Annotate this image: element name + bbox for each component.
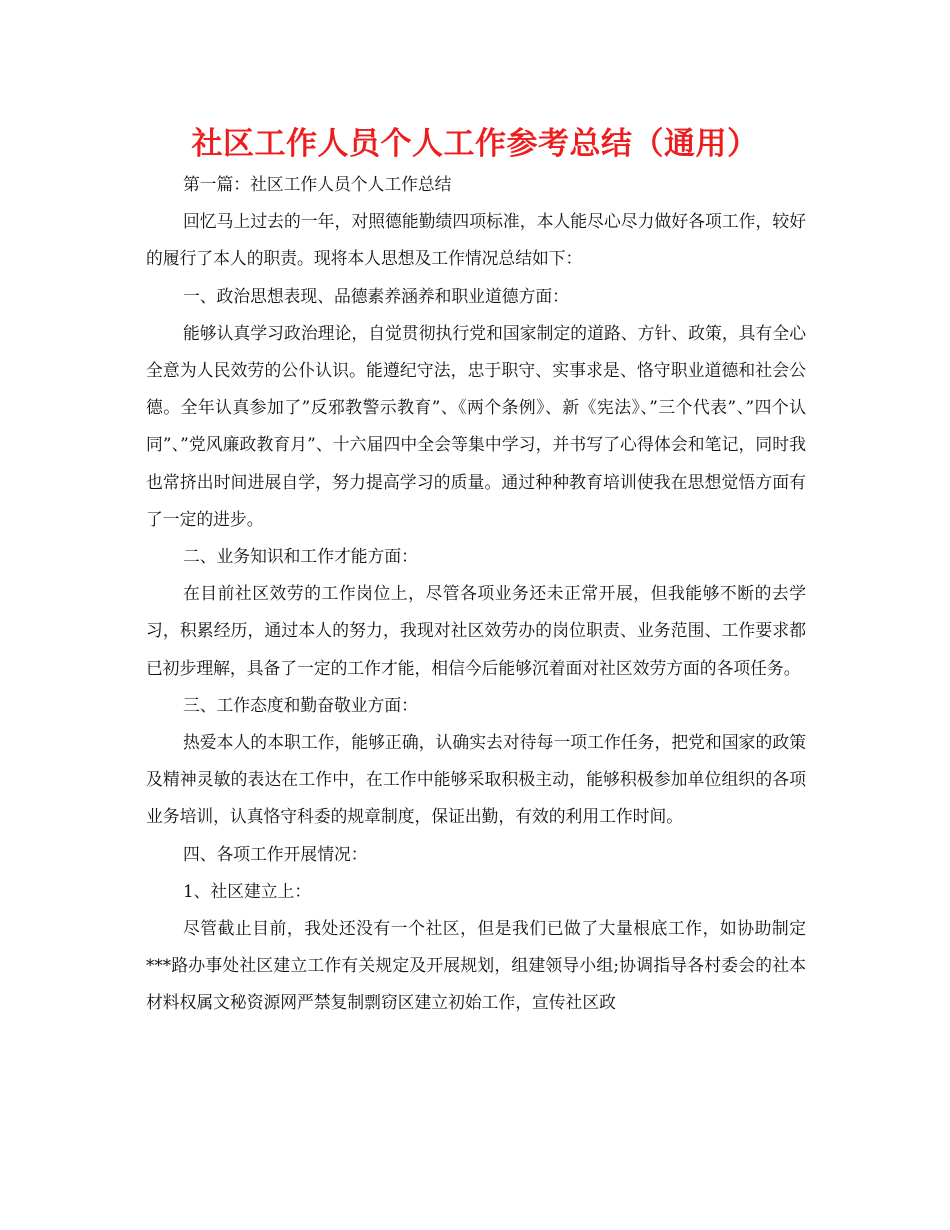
paragraph-section-heading: 第一篇：社区工作人员个人工作总结 xyxy=(182,174,452,194)
document-body xyxy=(146,166,806,1022)
paragraph-heading-1: 一、政治思想表现、品德素养涵养和职业道德方面： xyxy=(182,285,569,306)
document-title: 社区工作人员个人工作参考总结（通用） xyxy=(191,126,759,162)
paragraph-business: 在目前社区效劳的工作岗位上，尽管各项业务还未正常开展，但我能够不断的去学习，积累经历，通过本人的努力，我现对社区效劳办的岗位职责、业务范围、工作要求都已初步理解，具备了一定的工作才能，相信今后能够沉着面对社区效劳方面的各项任务。 xyxy=(146,583,806,678)
paragraph-heading-2: 二、业务知识和工作才能方面： xyxy=(182,546,418,567)
paragraph-political: 能够认真学习政治理论，自觉贯彻执行党和国家制定的道路、方针、政策，具有全心全意为人民效劳的公仆认识。能遵纪守法，忠于职守、实事求是、恪守职业道德和社会公德。全年认真参加了”反邪教警示教育”、《两个条例》、新《宪法》、”三个代表”、”四个认同”、”党风廉政教育月”、十六届四中全会等集中学习，并书写了心得体会和笔记，同时我也常挤出时间进展自学，努力提高学习的质量。通过种种教育培训使我在思想觉悟方面有了一定的进步。 xyxy=(146,322,806,529)
paragraph-attitude: 热爱本人的本职工作，能够正确，认确实去对待每一项工作任务，把党和国家的政策及精神灵敏的表达在工作中，在工作中能够采取积极主动，能够积极参加单位组织的各项业务培训，认真恪守科委的规章制度，保证出勤，有效的利用工作时间。 xyxy=(146,732,806,827)
paragraph-community: 尽管截止目前，我处还没有一个社区，但是我们已做了大量根底工作，如协助制定***路办事处社区建立工作有关规定及开展规划，组建领导小组;协调指导各村委会的社本材料权属文秘资源网严禁复制剽窃区建立初始工作，宣传社区政 xyxy=(146,918,806,1013)
paragraph-heading-3: 三、工作态度和勤奋敬业方面： xyxy=(182,694,418,715)
paragraph-intro: 回忆马上过去的一年，对照德能勤绩四项标准，本人能尽心尽力做好各项工作，较好的履行了本人的职责。现将本人思想及工作情况总结如下： xyxy=(146,211,806,269)
paragraph-heading-4: 四、各项工作开展情况： xyxy=(182,843,368,864)
paragraph-subheading-1: 1、社区建立上： xyxy=(182,880,312,901)
